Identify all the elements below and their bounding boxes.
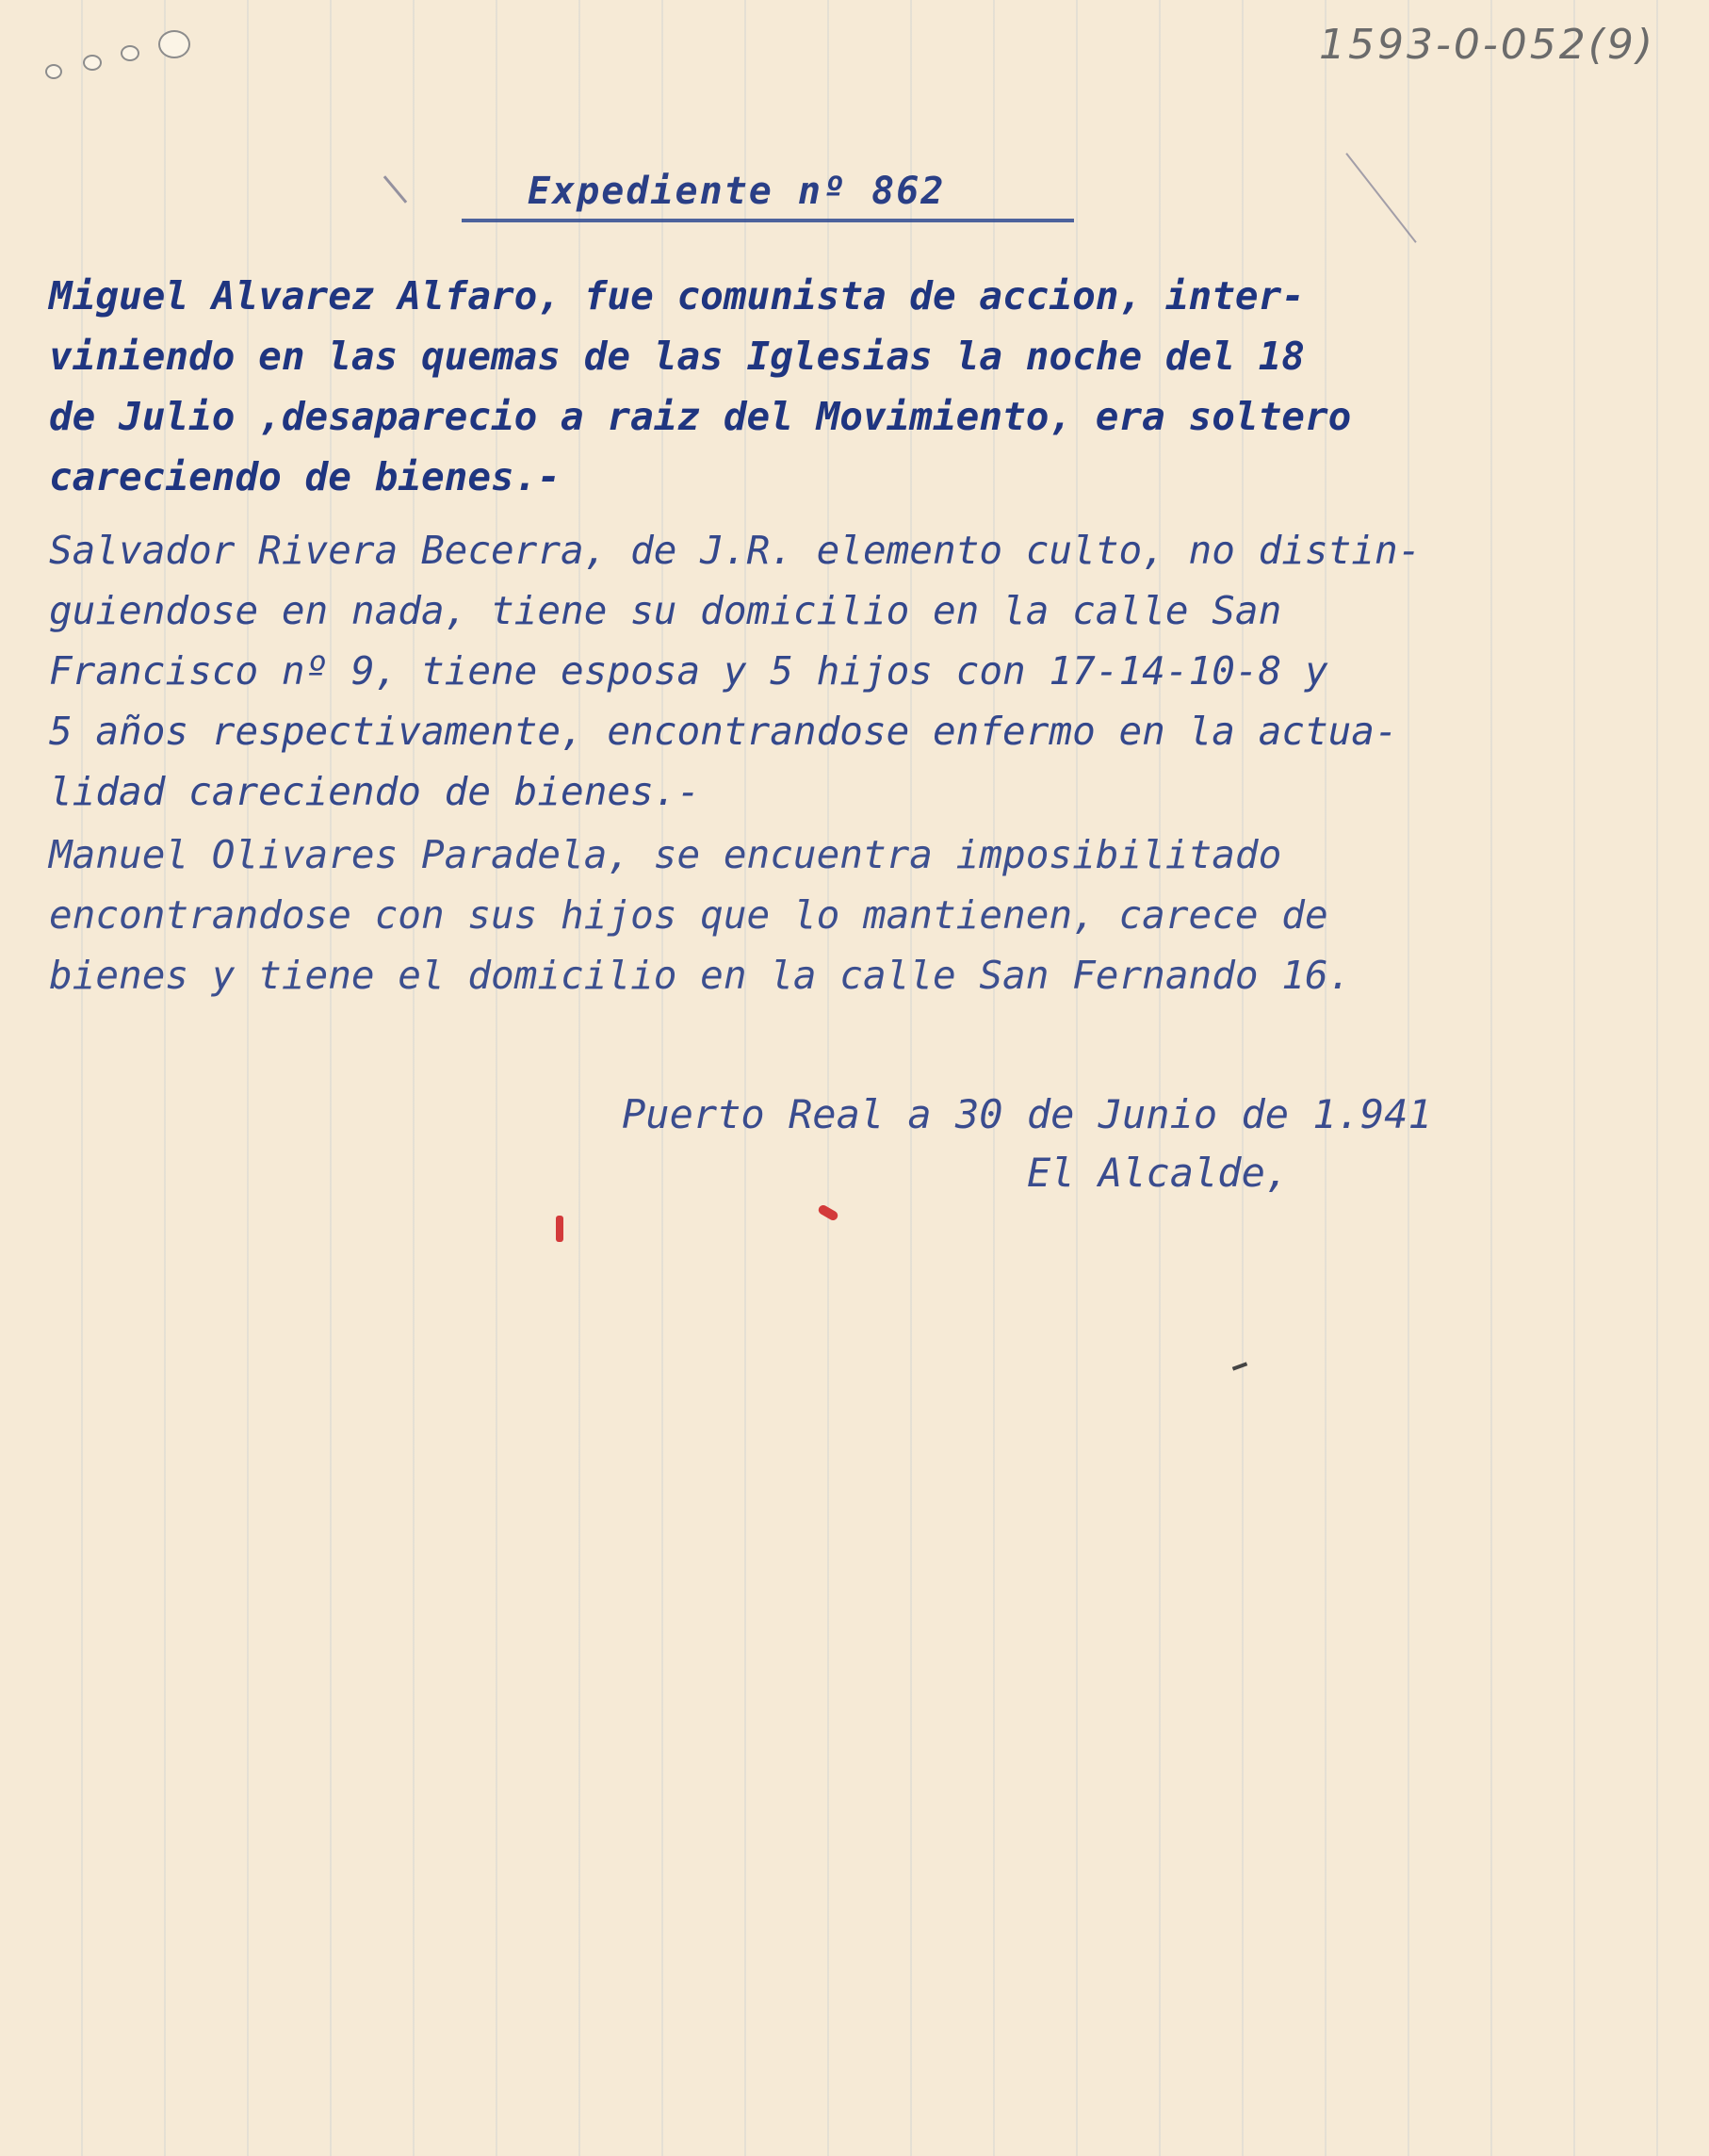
punch-holes: [45, 26, 205, 92]
pen-stroke: [383, 175, 407, 204]
closing-block: [622, 1027, 1658, 1261]
signer: El Alcalde,: [1027, 1150, 1290, 1196]
place-date: Puerto Real a 30 de Junio de 1.941: [622, 1091, 1432, 1137]
pen-mark: [1232, 1362, 1247, 1370]
paragraph: Salvador Rivera Becerra, de J.R. elemento culto, no distin- guiendose en nada, tiene su domicilio en la calle San Francisco nº 9, tiene esposa y 5 hijos con 17-14-10-8 y 5 años respectivamente, encontrandose enfermo en la actua- lidad careciendo de bienes.-: [49, 528, 1422, 814]
title-underline: [462, 219, 1074, 222]
pen-stroke: [1345, 153, 1416, 243]
paragraph: Manuel Olivares Paradela, se encuentra imposibilitado encontrandose con sus hijos que lo mantienen, carece de bienes y tiene el domicilio en la calle San Fernando 16.: [49, 832, 1352, 998]
document-heading: [462, 170, 1074, 245]
document-title: Expediente nº 862: [528, 170, 946, 213]
paragraph: Miguel Alvarez Alfaro, fue comunista de accion, inter- viniendo en las quemas de las Iglesias la noche del 18 de Julio ,desaparecio a raiz del Movimiento, era soltero careciendo de bienes.-: [49, 273, 1352, 499]
ink-spot: [556, 1216, 563, 1242]
archive-reference: 1593-0-052(9): [1319, 21, 1656, 69]
